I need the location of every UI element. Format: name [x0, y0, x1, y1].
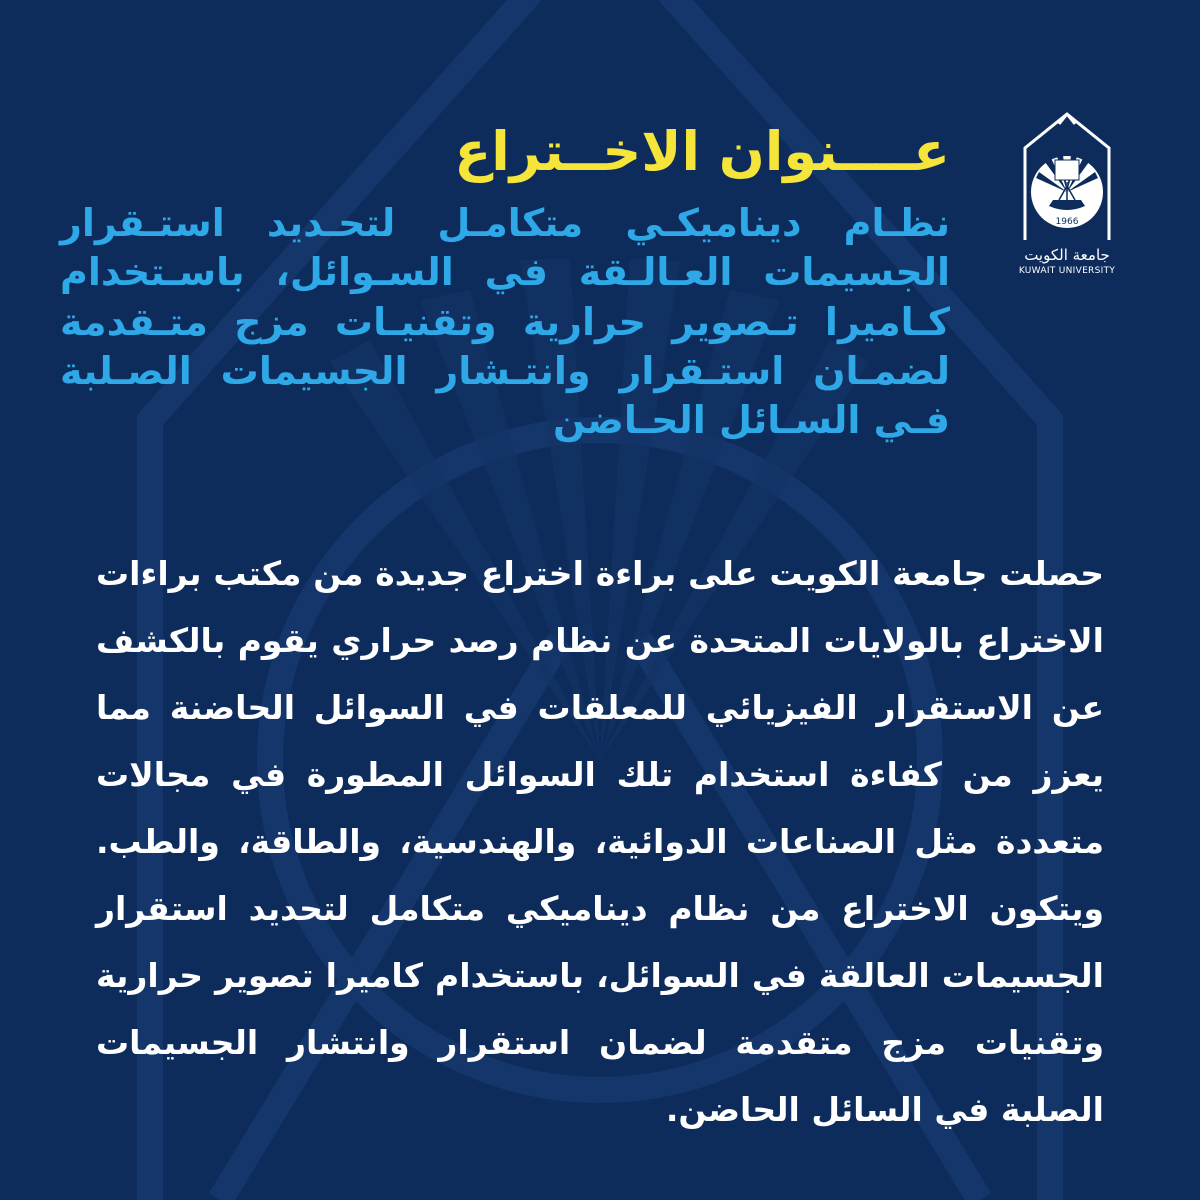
invention-title-heading: عــــنوان الاخــتراع: [454, 120, 950, 183]
logo-year: 1966: [1055, 217, 1079, 227]
invention-title-text: نظـام ديناميكـي متكامـل لتحـديد استـقرار الجسيمات العـالـقة في السـوائل، باسـتخدام كـاميرا تـصوير حرارية وتقنيـات مزج متـقدمة لضمـان استـقرار وانتـشار الجسيمات الصـلبة فـي السـائل الحـاضن: [60, 200, 950, 443]
logo-name-english: KUWAIT UNIVERSITY: [1018, 266, 1116, 276]
kuwait-university-emblem-icon: [1015, 110, 1119, 242]
announcement-body: حصلت جامعة الكويت على براءة اختراع جديدة من مكتب براءات الاختراع بالولايات المتحدة عن نظام رصد حراري يقوم بالكشف عن الاستقرار الفيزيائي للمعلقات في السوائل الحاضنة مما يعزز من كفاءة استخدام تلك السوائل المطورة في مجالات متعددة مثل الصناعات الدوائية، والهندسية، والطاقة، والطب. ويتكون الاختراع من نظام ديناميكي متكامل لتحديد استقرار الجسيمات العالقة في السوائل، باستخدام كاميرا تصوير حرارية وتقنيات مزج متقدمة لضمان استقرار وانتشار الجسيمات الصلبة في السائل الحاضن.: [96, 554, 1104, 1129]
university-logo: [1012, 110, 1122, 276]
invention-title-block: [60, 120, 950, 446]
logo-name-arabic: جامعة الكويت: [1024, 246, 1110, 264]
